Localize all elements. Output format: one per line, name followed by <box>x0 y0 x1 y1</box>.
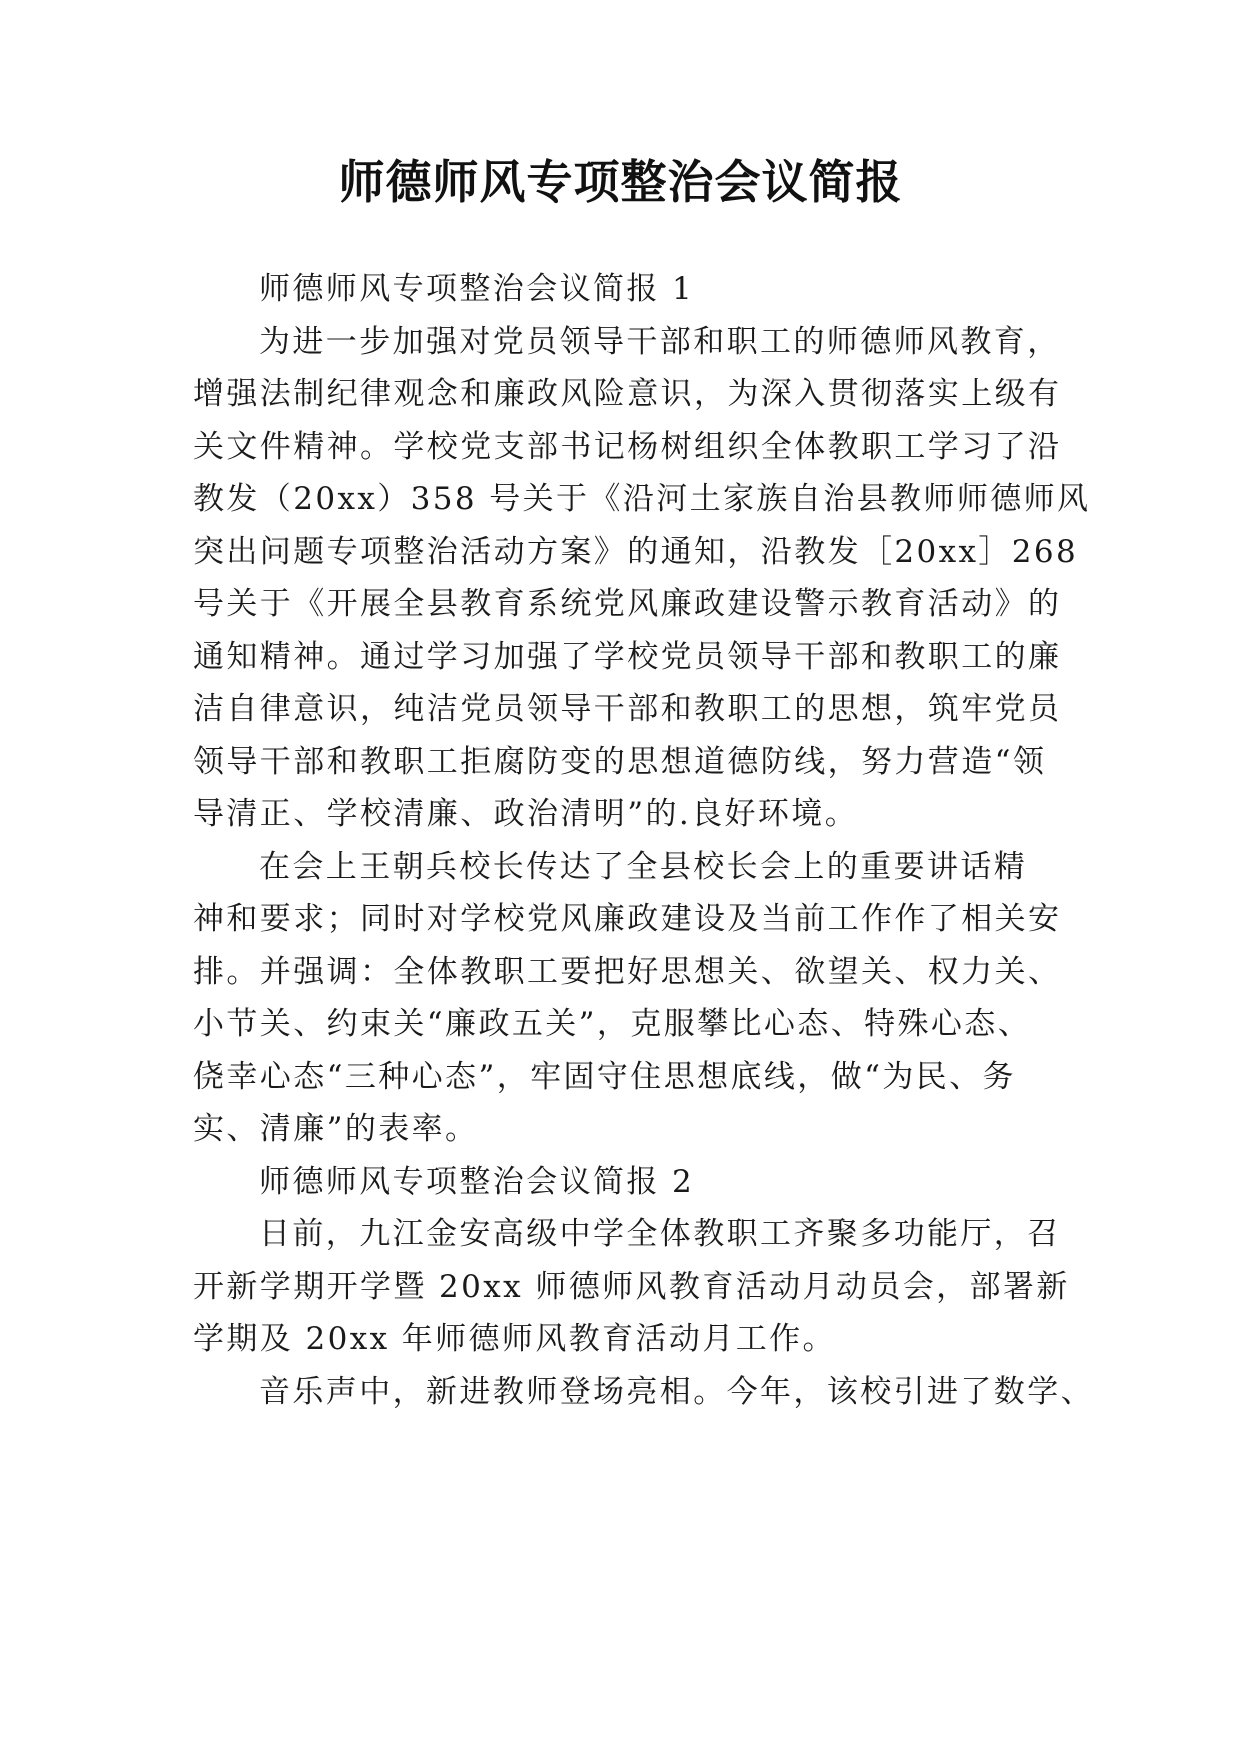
document-body <box>193 263 1094 1418</box>
text-line: 神和要求；同时对学校党风廉政建设及当前工作作了相关安 <box>193 901 1062 937</box>
text-line: 在会上王朝兵校长传达了全县校长会上的重要讲话精 <box>259 848 1028 885</box>
text-line: 日前，九江金安高级中学全体教职工齐聚多功能厅，召 <box>259 1216 1061 1252</box>
text-line: 学期及 20xx 年师德师风教育活动月工作。 <box>193 1321 836 1357</box>
text-line: 增强法制纪律观念和廉政风险意识，为深入贯彻落实上级有 <box>193 376 1062 412</box>
text-line: 小节关、约束关“廉政五关”，克服攀比心态、特殊心态、 <box>193 1006 1032 1042</box>
text-line: 关文件精神。学校党支部书记杨树组织全体教职工学习了沿 <box>193 428 1062 465</box>
text-line: 突出问题专项整治活动方案》的通知，沿教发［20xx］268 <box>193 533 1079 570</box>
text-line: 号关于《开展全县教育系统党风廉政建设警示教育活动》的 <box>193 586 1062 622</box>
text-line: 师德师风专项整治会议简报 1 <box>259 271 695 307</box>
text-line: 为进一步加强对党员领导干部和职工的师德师风教育， <box>259 323 1061 360</box>
text-line: 教发（20xx）358 号关于《沿河土家族自治县教师师德师风 <box>193 481 1091 517</box>
text-line: 开新学期开学暨 20xx 师德师风教育活动月动员会，部署新 <box>193 1268 1070 1305</box>
document-title: 师德师风专项整治会议简报 <box>338 155 903 209</box>
text-line: 导清正、学校清廉、政治清明”的.良好环境。 <box>193 796 859 832</box>
text-line: 领导干部和教职工拒腐防变的思想道德防线，努力营造“领 <box>193 743 1047 780</box>
text-line: 实、清廉”的表率。 <box>193 1111 479 1147</box>
text-line: 音乐声中，新进教师登场亮相。今年，该校引进了数学、 <box>259 1373 1094 1410</box>
text-line: 侥幸心态“三种心态”，牢固守住思想底线，做“为民、务 <box>193 1058 1016 1095</box>
text-line: 排。并强调：全体教职工要把好思想关、欲望关、权力关、 <box>193 953 1062 990</box>
text-line: 洁自律意识，纯洁党员领导干部和教职工的思想，筑牢党员 <box>193 691 1062 727</box>
text-line: 师德师风专项整治会议简报 2 <box>259 1163 695 1200</box>
text-line: 通知精神。通过学习加强了学校党员领导干部和教职工的廉 <box>193 638 1062 675</box>
